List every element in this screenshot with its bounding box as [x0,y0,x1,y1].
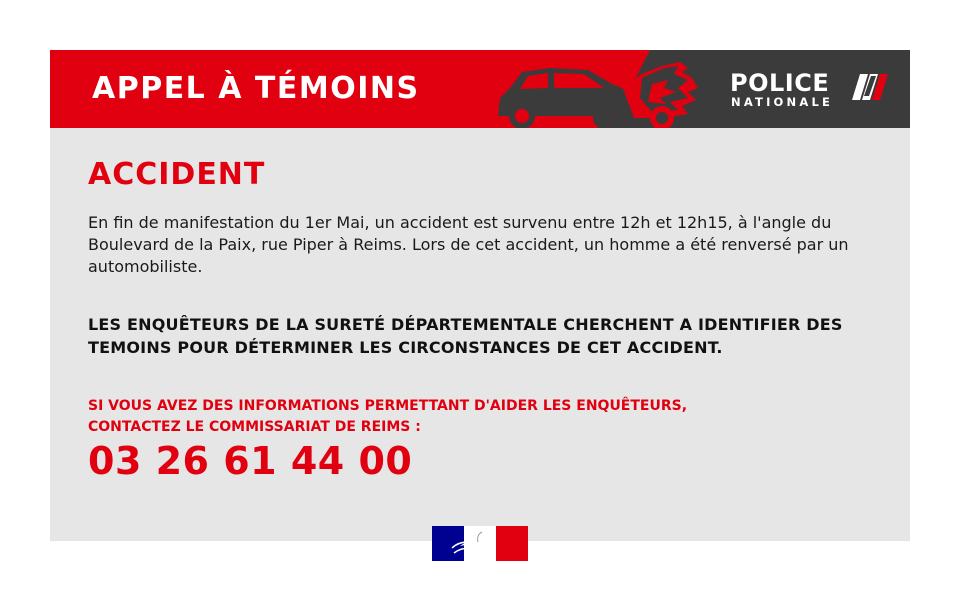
phone-number[interactable]: 03 26 61 44 00 [88,439,413,483]
banner-title: APPEL À TÉMOINS [92,71,420,106]
logo-police-text: POLICE [730,69,830,97]
section-heading: ACCIDENT [88,157,266,192]
police-nationale-logo [730,70,890,112]
header-banner [50,50,910,128]
logo-nationale-text: NATIONALE [731,95,834,109]
crashed-car-icon [492,58,702,128]
contact-instructions [88,396,868,438]
investigators-statement: LES ENQUÊTEURS DE LA SURETÉ DÉPARTEMENTALE CHERCHENT A IDENTIFIER DES TEMOINS POUR DÉTERMINER LES CIRCONSTANCES DE CET ACCIDENT. [88,315,843,357]
contact-line-1: SI VOUS AVEZ DES INFORMATIONS PERMETTANT D'AIDER LES ENQUÊTEURS, [88,398,688,414]
tricolor-flag-icon [852,72,888,102]
witness-appeal-card [50,50,910,541]
contact-line-2: CONTACTEZ LE COMMISSARIAT DE REIMS : [88,419,421,435]
incident-description: En fin de manifestation du 1er Mai, un accident est survenu entre 12h et 12h15, à l'angle du Boulevard de la Paix, rue Piper à Reims. Lors de cet accident, un homme a été renversé par un automobiliste. [88,213,849,276]
marianne-flag-icon [432,526,528,561]
